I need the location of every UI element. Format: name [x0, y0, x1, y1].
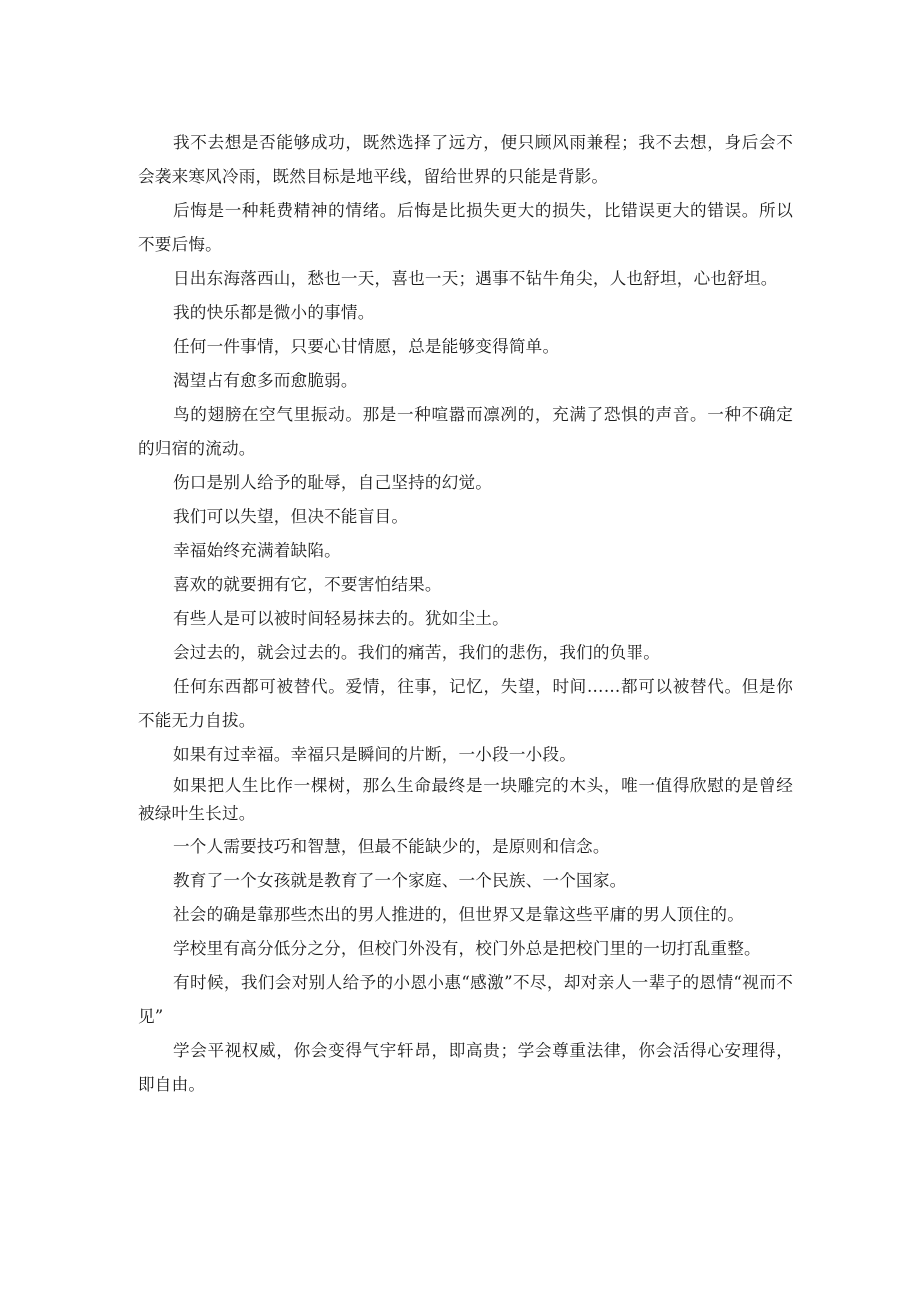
paragraph: 有些人是可以被时间轻易抹去的。犹如尘土。: [173, 609, 509, 628]
paragraph: 渴望占有愈多而愈脆弱。: [173, 371, 358, 390]
paragraph: 我们可以失望，但决不能盲目。: [173, 507, 409, 526]
paragraph: 喜欢的就要拥有它，不要害怕结果。: [173, 575, 442, 594]
paragraph: 伤口是别人给予的耻辱，自己坚持的幻觉。: [173, 473, 493, 492]
paragraph: 后悔是一种耗费精神的情绪。后悔是比损失更大的损失，比错误更大的错误。所以不要后悔。: [138, 201, 793, 254]
paragraph: 会过去的，就会过去的。我们的痛苦，我们的悲伤，我们的负罪。: [173, 643, 661, 662]
paragraph: 任何东西都可被替代。爱情，往事，记忆，失望，时间……都可以被替代。但是你不能无力自拔。: [138, 677, 793, 730]
paragraph: 我的快乐都是微小的事情。: [173, 303, 375, 322]
paragraph: 学校里有高分低分之分，但校门外没有，校门外总是把校门里的一切打乱重整。: [173, 939, 761, 958]
paragraph: 学会平视权威，你会变得气宇轩昂，即高贵；学会尊重法律，你会活得心安理得，即自由。: [138, 1041, 793, 1094]
paragraph: 教育了一个女孩就是教育了一个家庭、一个民族、一个国家。: [173, 871, 627, 890]
paragraph: 如果有过幸福。幸福只是瞬间的片断，一小段一小段。: [173, 745, 577, 764]
paragraph: 如果把人生比作一棵树，那么生命最终是一块雕完的木头，唯一值得欣慰的是曾经被绿叶生长过。: [138, 776, 793, 823]
paragraph: 一个人需要技巧和智慧，但最不能缺少的，是原则和信念。: [173, 837, 610, 856]
paragraph: 有时候，我们会对别人给予的小恩小惠“感激”不尽，却对亲人一辈子的恩情“视而不见”: [138, 973, 793, 1026]
paragraph: 任何一件事情，只要心甘情愿，总是能够变得简单。: [173, 337, 560, 356]
paragraph: 社会的确是靠那些杰出的男人推进的，但世界又是靠这些平庸的男人顶住的。: [173, 905, 744, 924]
paragraph: 鸟的翅膀在空气里振动。那是一种喧嚣而凛冽的，充满了恐惧的声音。一种不确定的归宿的流动。: [138, 405, 793, 458]
paragraph: 日出东海落西山，愁也一天，喜也一天；遇事不钻牛角尖，人也舒坦，心也舒坦。: [173, 269, 778, 288]
paragraph: 我不去想是否能够成功，既然选择了远方，便只顾风雨兼程；我不去想，身后会不会袭来寒风冷雨，既然目标是地平线，留给世界的只能是背影。: [138, 133, 793, 186]
paragraph: 幸福始终充满着缺陷。: [173, 541, 341, 560]
document-body: [138, 126, 793, 1102]
